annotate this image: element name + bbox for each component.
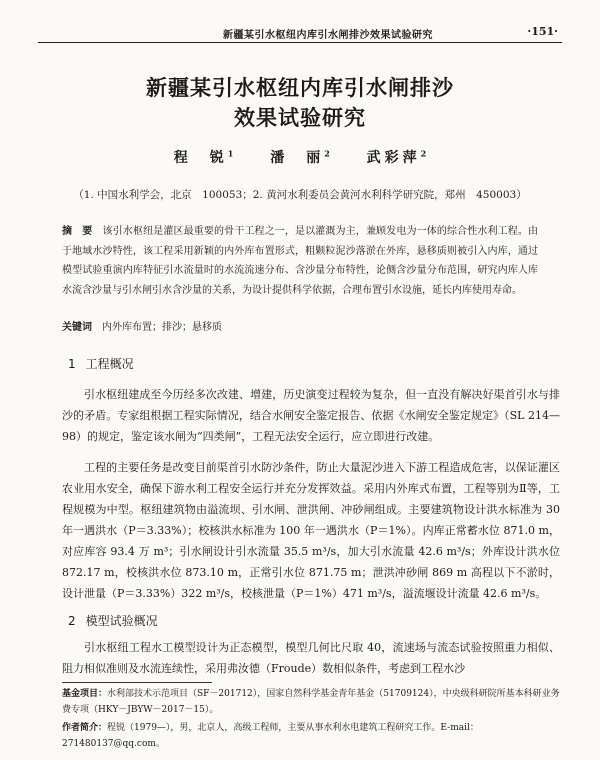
author-bio-text: 程锐（1979—），男，北京人，高级工程师，主要从事水利水电建筑工程研究工作。E-mail：271480137@qq.com。 <box>62 723 479 749</box>
abstract <box>62 222 538 300</box>
section-1-number: 1 <box>68 357 76 371</box>
keywords-text: 内外库布置；排沙；悬移质 <box>102 322 222 333</box>
author-bio-label: 作者简介： <box>62 723 108 733</box>
paper-title-line-2: 效果试验研究 <box>234 106 366 130</box>
funding-text: 水利部技术示范项目（SF－201712），国家自然科学基金青年基金（51709124），中央级科研院所基本科研业务费专项（HKY－JBYW－2017－15）。 <box>62 689 560 715</box>
running-header <box>38 26 562 43</box>
section-1-paragraph-2: 工程的主要任务是改变目前渠首引水防沙条件，防止大量泥沙进入下游工程造成危害，以保证灌区农业用水安全，确保下游水利工程安全运行并充分发挥效益。采用内外库式布置，工程等别为Ⅱ等，工程规模为中型。枢纽建筑物由溢流坝、引水闸、泄洪闸、冲砂闸组成。主要建筑物设计洪水标准为 30 年一遇洪水（P＝3.33%）；校核洪水标准为 100 年一遇洪水（P＝1%）。内库正常蓄水位 871.0 m，对应库容 93.4 万 m³；引水闸设计引水流量 35.5 m³/s，加大引水流量 42.6 m³/s；外库设计洪水位 872.17 m，校核洪水位 873.10 m，正常引水位 871.75 m；泄洪冲砂闸 869 m 高程以下不淤时，设计泄量（P＝3.33%）322 m³/s，校核泄量（P＝1%）471 m³/s，溢流堰设计流量 42.6 m³/s。 <box>62 461 560 600</box>
author-3-affil: 2 <box>420 148 427 159</box>
author-2-affil: 2 <box>324 148 330 159</box>
keywords-label: 关键词 <box>62 322 92 333</box>
funding-footnote <box>62 686 560 718</box>
keywords <box>62 318 538 333</box>
affiliation: （1. 中国水利学会，北京 100053；2. 黄河水利委员会黄河水利科学研究院，郑州 450003） <box>73 189 527 201</box>
author-2 <box>270 150 330 166</box>
running-title: 新疆某引水枢纽内库引水闸排沙效果试验研究 <box>223 30 433 41</box>
author-list <box>0 147 600 167</box>
footnotes <box>62 686 560 754</box>
section-1-title: 工程概况 <box>85 357 134 371</box>
paper-title-line-1: 新疆某引水枢纽内库引水闸排沙 <box>146 76 454 100</box>
author-2-name: 潘 丽 <box>270 150 325 166</box>
section-2-paragraph-1: 引水枢纽工程水工模型设计为正态模型，模型几何比尺取 40，流速场与流态试验按照重力相似、阻力相似准则及水流连续性，采用弗汝德（Froude）数相似条件，考虑到工程水沙 <box>62 641 560 675</box>
author-1 <box>174 150 234 166</box>
abstract-text: 该引水枢纽是灌区最重要的骨干工程之一，是以灌溉为主，兼顾发电为一体的综合性水利工程。由于地域水沙特性，该工程采用新颖的内外库布置形式，粗颗粒泥沙落淤在外库，悬移质则被引入内库，通过模型试验重演内库特征引水流量时的水流流速分布、含沙量分布特性，论侧含沙量分布范围，研究内库人库水流含沙量与引水闸引水含沙量的关系，为设计提供科学依据，合理布置引水设施，延长内库使用寿命。 <box>62 226 539 296</box>
author-3-name: 武彩萍 <box>366 150 421 166</box>
funding-label: 基金项目： <box>62 689 108 699</box>
abstract-label: 摘 要 <box>62 226 93 237</box>
author-1-affil: 1 <box>227 148 234 159</box>
section-1-paragraph-1: 引水枢纽建成至今历经多次改建、增建，历史演变过程较为复杂，但一直没有解决好渠首引水与排沙的矛盾。专家组根据工程实际情况，结合水闸安全鉴定报告、依据《水闸安全鉴定规定》（SL 214—98）的规定，鉴定该水闸为“四类闸”，工程无法安全运行，应立即进行改建。 <box>62 388 560 443</box>
section-1-heading <box>68 355 134 372</box>
author-3 <box>367 150 427 166</box>
author-1-name: 程 锐 <box>173 150 228 166</box>
section-2-heading <box>68 612 158 629</box>
section-2-title: 模型试验概况 <box>85 614 158 628</box>
section-2-number: 2 <box>68 614 76 628</box>
footnote-divider <box>62 682 212 683</box>
page-number: ·151· <box>527 25 558 38</box>
author-bio-footnote <box>62 720 560 752</box>
